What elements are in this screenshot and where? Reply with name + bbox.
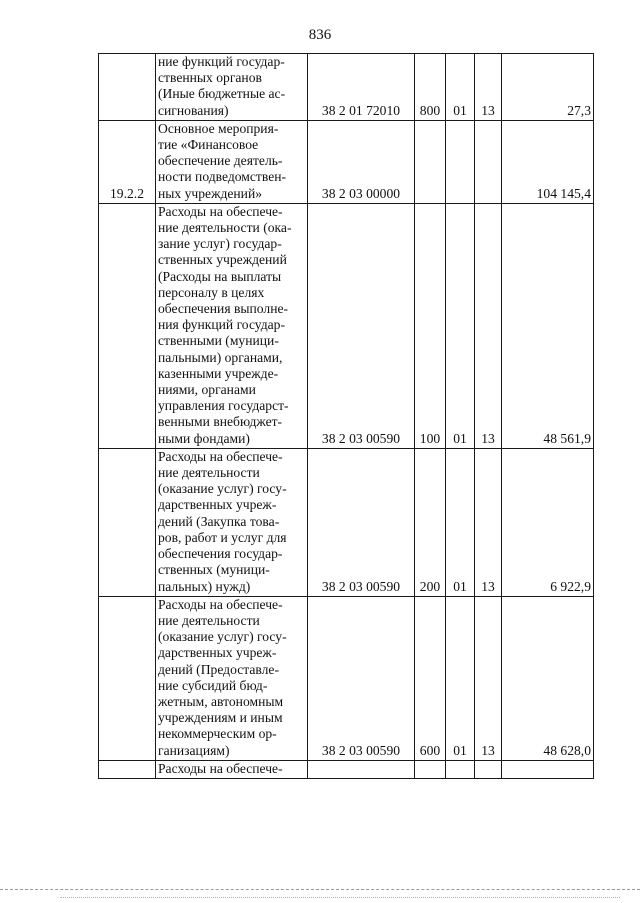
expense-type-cell: 800 [415,54,446,121]
amount-cell: 48 561,9 [502,203,594,448]
description-cell [156,448,308,596]
description-line: пальными) органами, [158,349,283,365]
description-cell [156,120,308,203]
row-number-cell: 19.2.2 [99,120,156,203]
description-line: дарственных учреж- [158,645,277,661]
description-line: тие «Финансовое [158,137,259,153]
description-cell: Расходы на обеспече- [156,760,308,778]
expense-type-cell [415,120,446,203]
description-line: персоналу в целях [158,284,265,300]
description-line: зание услуг) государ- [158,236,282,252]
page-number: 836 [308,27,332,43]
expense-type-cell [415,760,446,778]
target-code-cell: 38 2 03 00590 [308,203,415,448]
description-line: жетным, автономным [158,693,284,709]
description-line: (оказание услуг) госу- [158,481,287,497]
row-number-cell [99,596,156,760]
expense-type-cell: 200 [415,448,446,596]
description-line: ности подведомствен- [158,169,287,185]
description-line: обеспечение деятель- [158,153,283,169]
description-line: ров, работ и услуг для [158,529,287,545]
section-cell [446,760,475,778]
table-row [99,120,594,203]
description-line: казенными учрежде- [158,365,279,381]
subsection-cell [475,120,502,203]
scan-artifact-line [0,889,640,890]
description-line: (Расходы на выплаты [158,268,282,284]
target-code-cell: 38 2 03 00590 [308,596,415,760]
description-line: ственными (муници- [158,333,279,349]
section-cell: 01 [446,448,475,596]
description-line: дарственных учреж- [158,497,277,513]
table-row [99,448,594,596]
table-row-partial [99,760,594,778]
amount-cell [502,760,594,778]
row-number-cell [99,54,156,121]
description-line: дений (Предоставле- [158,661,279,677]
description-line: Расходы на обеспече- [158,203,283,219]
amount-cell: 48 628,0 [502,596,594,760]
description-line: учреждениям и иным [158,710,283,726]
section-cell: 01 [446,54,475,121]
row-number-cell [99,760,156,778]
description-line: ных учреждений» [158,185,263,201]
description-line: ние функций государ- [158,54,285,69]
description-line: ние деятельности (ока- [158,220,292,236]
table-row [99,54,594,121]
description-cell [156,596,308,760]
description-line: ние деятельности [158,465,260,481]
description-line: пальных) нужд) [158,578,251,594]
description-line: венными внебюджет- [158,414,283,430]
description-line: (оказание услуг) госу- [158,629,287,645]
amount-cell: 104 145,4 [502,120,594,203]
subsection-cell: 13 [475,203,502,448]
table-body [99,54,594,779]
section-cell: 01 [446,203,475,448]
description-line: ганизациям) [158,742,230,758]
section-cell: 01 [446,596,475,760]
budget-table [98,53,594,779]
description-line: обеспечения выполне- [158,301,289,317]
description-cell [156,54,308,121]
subsection-cell: 13 [475,448,502,596]
description-line: Основное мероприя- [158,120,279,136]
expense-type-cell: 600 [415,596,446,760]
description-line: ственных учреждений [158,252,287,268]
description-line: ными фондами) [158,430,250,446]
description-line: дений (Закупка това- [158,513,280,529]
subsection-cell: 13 [475,54,502,121]
description-line: ственных (муници- [158,562,270,578]
scan-artifact-line [60,897,620,898]
description-line: ниями, органами [158,382,256,398]
description-line: управления государст- [158,398,289,414]
target-code-cell: 38 2 03 00590 [308,448,415,596]
subsection-cell [475,760,502,778]
description-line: ственных органов [158,70,262,86]
description-line: ние субсидий бюд- [158,677,268,693]
target-code-cell: 38 2 01 72010 [308,54,415,121]
row-number-cell [99,203,156,448]
description-line: ния функций государ- [158,317,286,333]
section-cell [446,120,475,203]
description-line: некоммерческим ор- [158,726,277,742]
description-line: Расходы на обеспече- [158,596,283,612]
row-number-cell [99,448,156,596]
amount-cell: 6 922,9 [502,448,594,596]
description-cell [156,203,308,448]
amount-cell: 27,3 [502,54,594,121]
table-row [99,203,594,448]
subsection-cell: 13 [475,596,502,760]
description-line: обеспечения государ- [158,546,283,562]
table-row [99,596,594,760]
target-code-cell: 38 2 03 00000 [308,120,415,203]
target-code-cell [308,760,415,778]
description-line: сигнования) [158,102,229,118]
expense-type-cell: 100 [415,203,446,448]
description-line: (Иные бюджетные ас- [158,86,286,102]
description-line: Расходы на обеспече- [158,448,283,464]
description-line: ние деятельности [158,612,260,628]
